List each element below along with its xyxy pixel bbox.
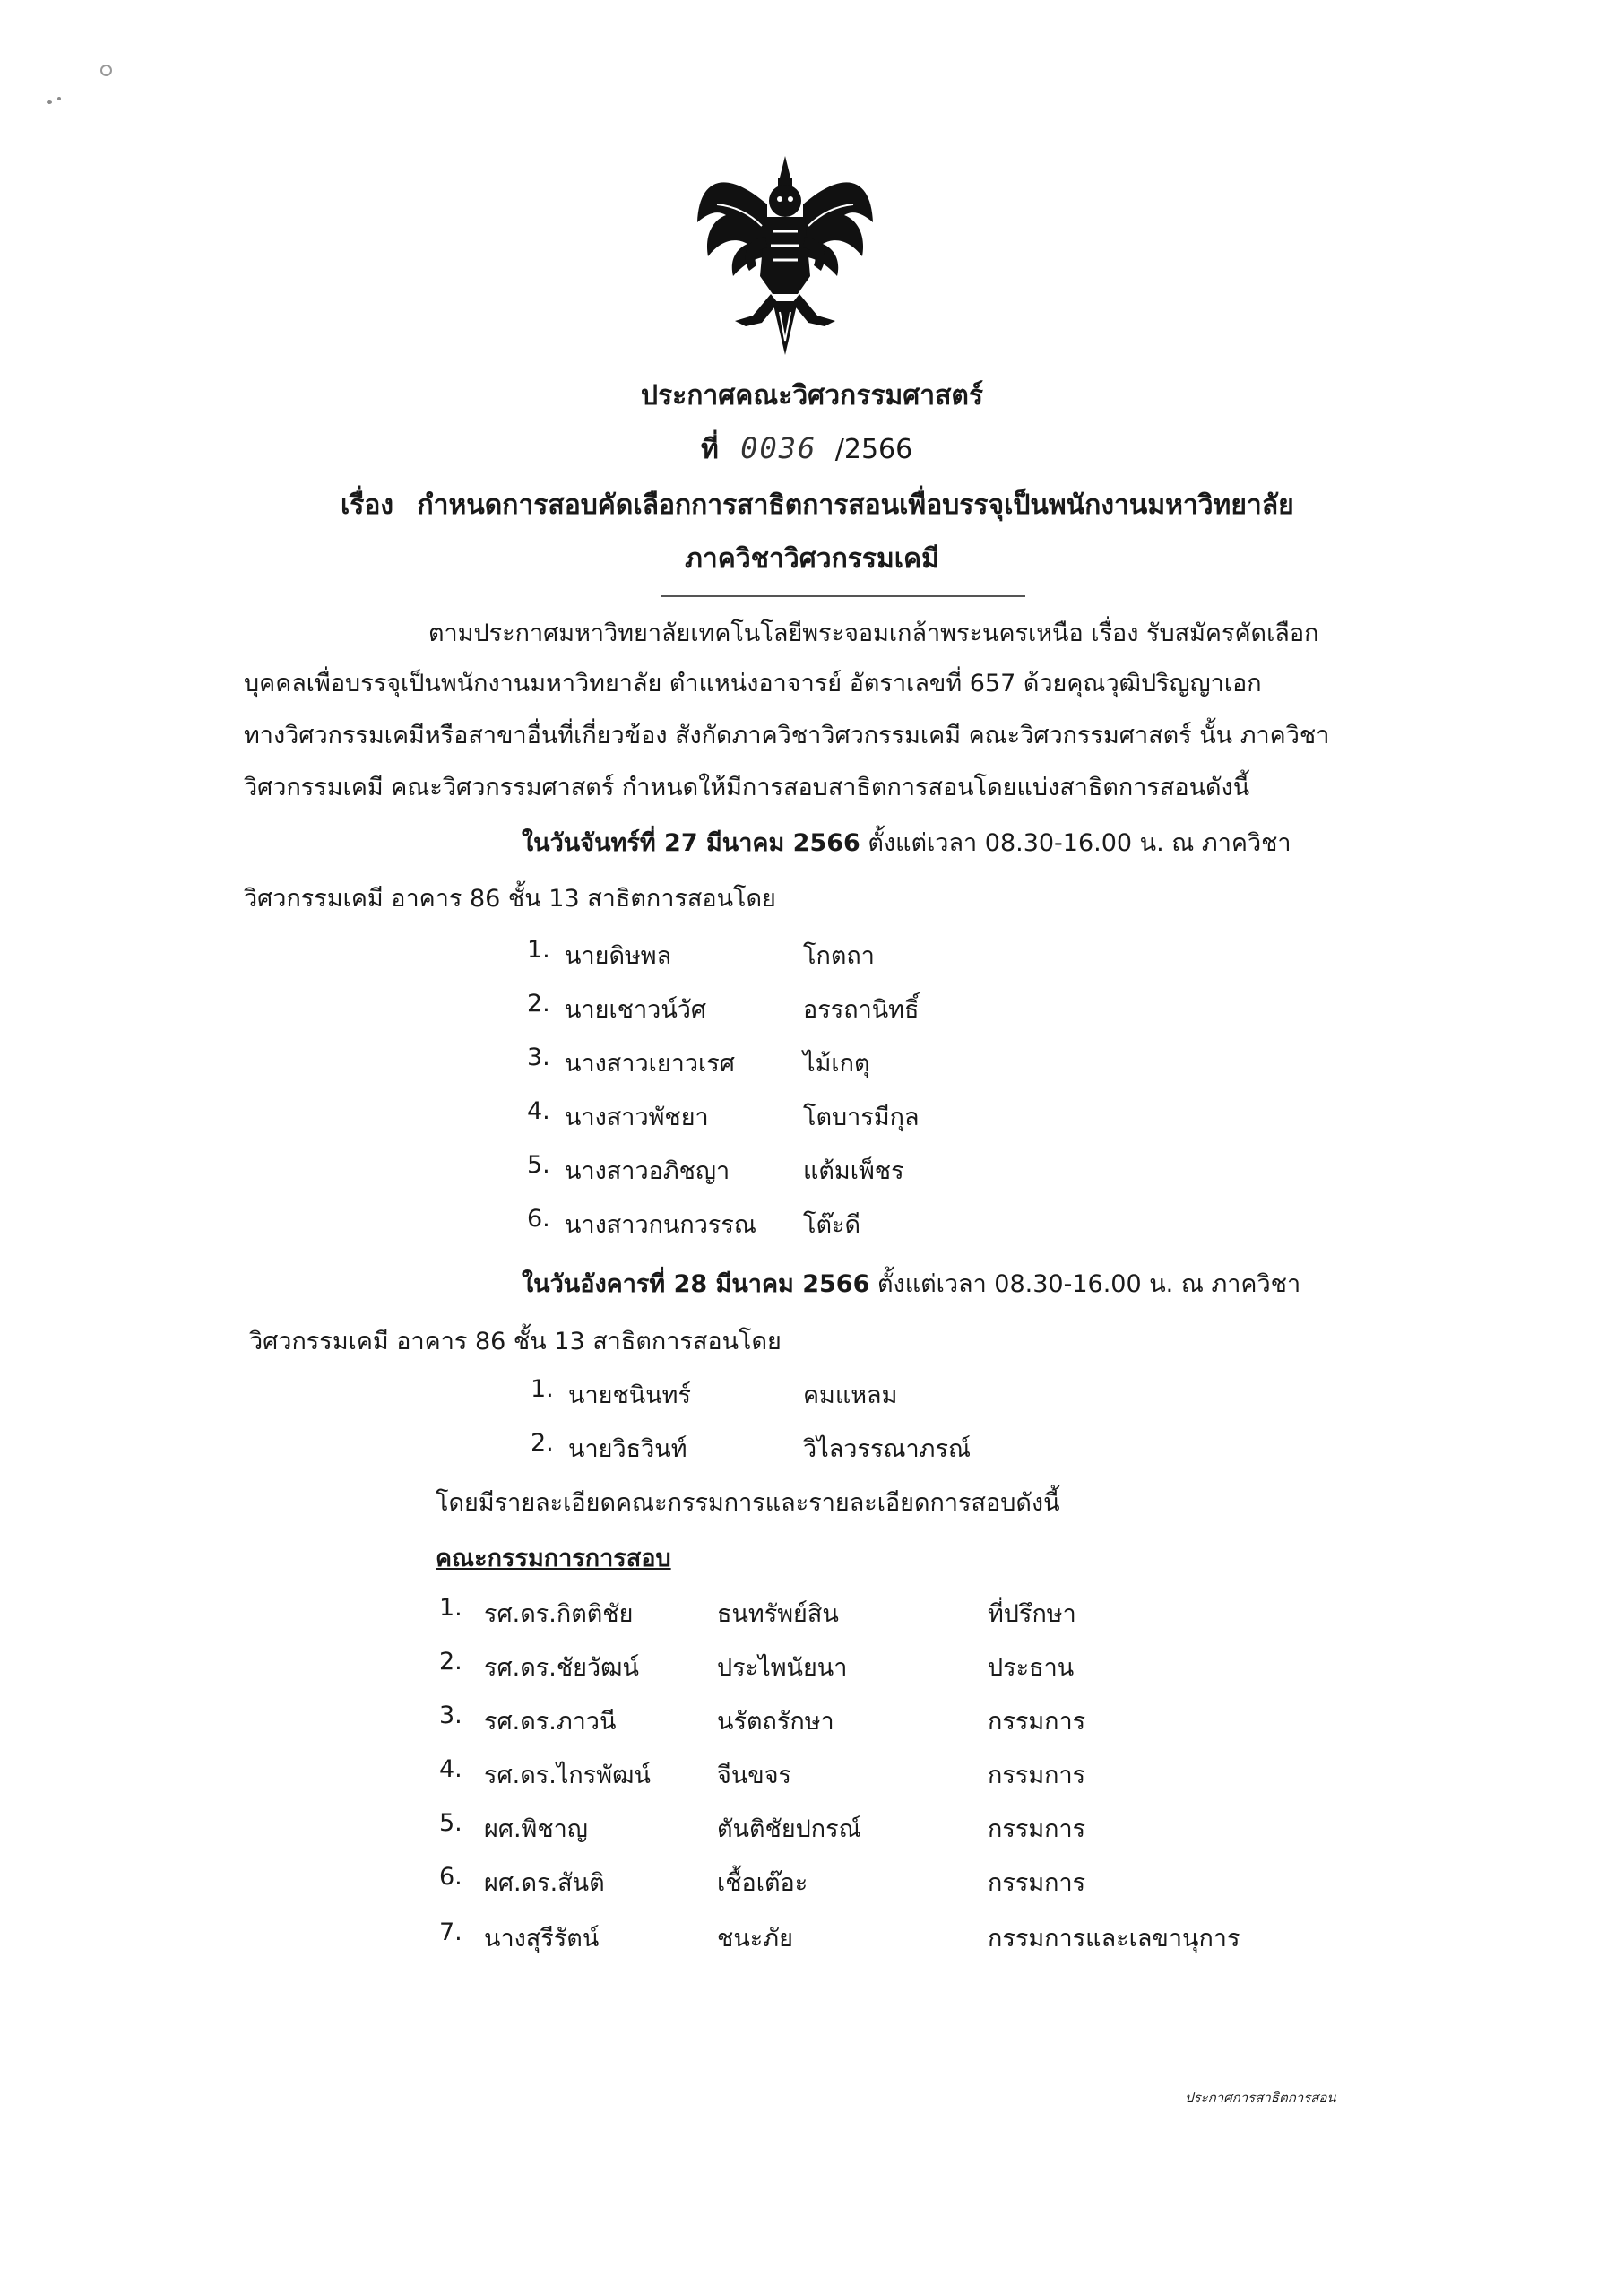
day2-date: ในวันอังคารที่ 28 มีนาคม 2566 xyxy=(522,1270,870,1298)
number-prefix: ที่ xyxy=(701,434,719,465)
committee-member-role: ที่ปรึกษา xyxy=(988,1600,1076,1628)
committee-member-surname: เชื้อเต๊อะ xyxy=(717,1869,808,1897)
committee-member-role: กรรมการ xyxy=(988,1869,1086,1897)
list-item: 5. xyxy=(527,1151,550,1179)
committee-member-name: รศ.ดร.ชัยวัฒน์ xyxy=(484,1654,639,1682)
table-row-number: 5. xyxy=(439,1809,462,1837)
committee-member-surname: จีนขจร xyxy=(717,1762,792,1789)
day2-schedule xyxy=(522,1264,1300,1303)
candidate-surname: โต๊ะดี xyxy=(803,1211,861,1239)
subject-text: กำหนดการสอบคัดเลือกการสาธิตการสอนเพื่อบรรจุเป็นพนักงานมหาวิทยาลัย xyxy=(417,489,1294,521)
committee-member-surname: ประไพนัยนา xyxy=(717,1654,848,1682)
candidate-name: นางสาวกนกวรรณ xyxy=(565,1211,756,1239)
candidate-name: นายวิธวินท์ xyxy=(568,1435,687,1463)
list-item: 1. xyxy=(531,1375,554,1403)
announcement-subject xyxy=(341,484,1294,526)
candidate-name: นางสาวเยาวเรศ xyxy=(565,1050,735,1078)
committee-member-name: ผศ.ดร.สันติ xyxy=(484,1869,605,1897)
committee-member-role: กรรมการ xyxy=(988,1762,1086,1789)
day1-schedule xyxy=(522,823,1291,862)
number-suffix: /2566 xyxy=(834,434,913,465)
header-divider xyxy=(661,595,1025,597)
committee-member-name: นางสุรีรัตน์ xyxy=(484,1925,600,1953)
committee-heading: คณะกรรมการการสอบ xyxy=(436,1545,671,1572)
day1-time: ตั้งแต่เวลา 08.30-16.00 น. ณ ภาควิชา xyxy=(860,829,1291,857)
table-row-number: 3. xyxy=(439,1702,462,1729)
list-item: 4. xyxy=(527,1097,550,1125)
committee-intro: โดยมีรายละเอียดคณะกรรมการและรายละเอียดการสอบดังนี้ xyxy=(436,1489,1060,1517)
list-item: 1. xyxy=(527,936,550,964)
candidate-surname: วิไลวรรณาภรณ์ xyxy=(803,1435,972,1463)
committee-member-name: รศ.ดร.ภาวนี xyxy=(484,1708,617,1736)
candidate-surname: ไม้เกตุ xyxy=(803,1050,870,1078)
list-item: 2. xyxy=(531,1429,554,1457)
table-row-number: 2. xyxy=(439,1648,462,1676)
handwritten-number: 0036 xyxy=(740,431,817,465)
table-row-number: 7. xyxy=(439,1918,462,1946)
footer-note: ประกาศการสาธิตการสอน xyxy=(1185,2090,1336,2106)
candidate-surname: แต้มเพ็ชร xyxy=(803,1157,904,1185)
committee-member-role: กรรมการ xyxy=(988,1815,1086,1843)
committee-member-role: กรรมการและเลขานุการ xyxy=(988,1925,1240,1953)
day1-date: ในวันจันทร์ที่ 27 มีนาคม 2566 xyxy=(522,829,860,857)
candidate-name: นายเชาวน์วัศ xyxy=(565,996,707,1024)
day2-time: ตั้งแต่เวลา 08.30-16.00 น. ณ ภาควิชา xyxy=(869,1270,1301,1298)
list-item: 6. xyxy=(527,1205,550,1233)
committee-member-surname: ธนทรัพย์สิน xyxy=(717,1600,839,1628)
intro-line-1: ตามประกาศมหาวิทยาลัยเทคโนโลยีพระจอมเกล้าพระนครเหนือ เรื่อง รับสมัครคัดเลือก xyxy=(428,619,1319,647)
table-row-number: 4. xyxy=(439,1755,462,1783)
day1-location: วิศวกรรมเคมี อาคาร 86 ชั้น 13 สาธิตการสอนโดย xyxy=(244,885,776,913)
candidate-name: นางสาวอภิชญา xyxy=(565,1157,730,1185)
candidate-surname: โกตถา xyxy=(803,942,875,970)
candidate-surname: โตบารมีกุล xyxy=(803,1104,920,1131)
subject-label: เรื่อง xyxy=(341,489,394,521)
announcement-number xyxy=(701,429,912,471)
candidate-surname: อรรถานิทธิ์ xyxy=(803,996,920,1024)
candidate-name: นายชนินทร์ xyxy=(568,1381,691,1409)
intro-line-4: วิศวกรรมเคมี คณะวิศวกรรมศาสตร์ กำหนดให้มีการสอบสาธิตการสอนโดยแบ่งสาธิตการสอนดังนี้ xyxy=(244,774,1250,801)
garuda-emblem xyxy=(690,151,880,359)
table-row-number: 1. xyxy=(439,1594,462,1622)
candidate-name: นางสาวพัชยา xyxy=(565,1104,709,1131)
committee-member-surname: ชนะภัย xyxy=(717,1925,793,1953)
list-item: 3. xyxy=(527,1044,550,1071)
committee-member-name: รศ.ดร.กิตติชัย xyxy=(484,1600,634,1628)
intro-line-3: ทางวิศวกรรมเคมีหรือสาขาอื่นที่เกี่ยวข้อง สังกัดภาควิชาวิศวกรรมเคมี คณะวิศวกรรมศาสตร์ นั้น ภาควิชา xyxy=(244,722,1330,749)
list-item: 2. xyxy=(527,990,550,1018)
candidate-name: นายดิษพล xyxy=(565,942,672,970)
department-name: ภาควิชาวิศวกรรมเคมี xyxy=(685,543,939,575)
intro-line-2: บุคคลเพื่อบรรจุเป็นพนักงานมหาวิทยาลัย ตำแหน่งอาจารย์ อัตราเลขที่ 657 ด้วยคุณวุฒิปริญญาเอก xyxy=(244,670,1262,697)
candidate-surname: คมแหลม xyxy=(803,1381,898,1409)
committee-member-role: กรรมการ xyxy=(988,1708,1086,1736)
committee-member-surname: ตันติชัยปกรณ์ xyxy=(717,1815,861,1843)
committee-member-role: ประธาน xyxy=(988,1654,1075,1682)
table-row-number: 6. xyxy=(439,1863,462,1891)
day2-location: วิศวกรรมเคมี อาคาร 86 ชั้น 13 สาธิตการสอนโดย xyxy=(249,1328,782,1355)
committee-member-name: รศ.ดร.ไกรพัฒน์ xyxy=(484,1762,651,1789)
committee-member-name: ผศ.พิชาญ xyxy=(484,1815,588,1843)
announcement-title: ประกาศคณะวิศวกรรมศาสตร์ xyxy=(640,380,984,411)
committee-member-surname: นรัตถรักษา xyxy=(717,1708,834,1736)
